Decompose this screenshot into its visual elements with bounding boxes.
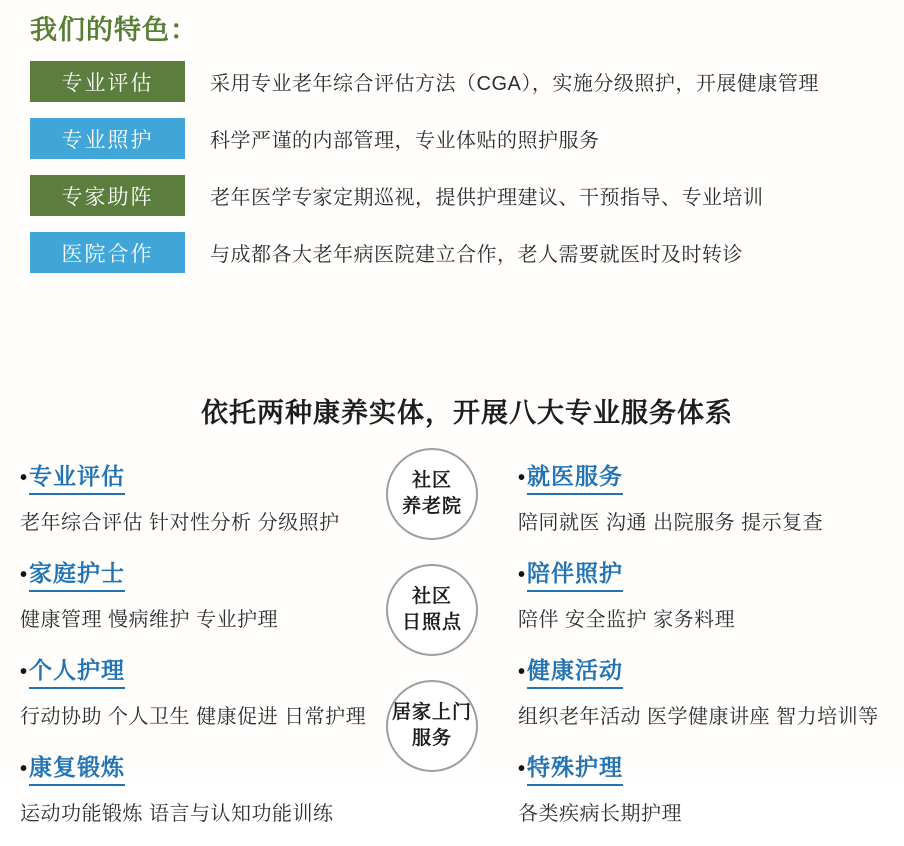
service-title: 就医服务 xyxy=(527,458,623,495)
feature-row xyxy=(30,175,884,216)
feature-tag-expert-support: 专家助阵 xyxy=(30,175,185,216)
bullet-icon xyxy=(20,467,27,490)
service-title: 陪伴照护 xyxy=(527,555,623,592)
service-item-health-activities xyxy=(518,652,886,729)
services-title: 依托两种康养实体，开展八大专业服务体系 xyxy=(201,398,733,428)
service-title: 特殊护理 xyxy=(527,749,623,786)
service-item-heading xyxy=(518,652,886,689)
feature-row xyxy=(30,61,884,102)
service-item-heading xyxy=(20,555,372,592)
features-title: 我们的特色： xyxy=(30,15,198,45)
service-title: 个人护理 xyxy=(29,652,125,689)
bullet-icon xyxy=(518,758,525,781)
entity-community-daycare-point xyxy=(386,564,478,656)
services-section xyxy=(0,391,904,846)
feature-tag-professional-assessment: 专业评估 xyxy=(30,61,185,102)
service-item-assessment xyxy=(20,458,372,535)
service-title: 家庭护士 xyxy=(29,555,125,592)
service-item-special-nursing xyxy=(518,749,886,826)
service-item-heading xyxy=(518,555,886,592)
service-item-heading xyxy=(20,749,372,786)
features-section xyxy=(0,0,904,273)
service-item-companion-care xyxy=(518,555,886,632)
service-item-medical-visit xyxy=(518,458,886,535)
service-desc: 各类疾病长期护理 xyxy=(518,803,682,825)
service-item-heading xyxy=(518,749,886,786)
service-desc: 陪同就医 沟通 出院服务 提示复查 xyxy=(518,512,824,534)
bullet-icon xyxy=(20,564,27,587)
feature-desc: 采用专业老年综合评估方法（CGA），实施分级照护，开展健康管理 xyxy=(210,73,819,95)
feature-row xyxy=(30,118,884,159)
bullet-icon xyxy=(518,661,525,684)
feature-row xyxy=(30,232,884,273)
services-left-column xyxy=(20,456,372,846)
service-title: 康复锻炼 xyxy=(29,749,125,786)
service-item-rehab-exercise xyxy=(20,749,372,826)
service-desc: 陪伴 安全监护 家务料理 xyxy=(518,609,736,631)
service-desc: 行动协助 个人卫生 健康促进 日常护理 xyxy=(20,706,367,728)
entity-community-nursing-home xyxy=(386,448,478,540)
feature-desc: 科学严谨的内部管理，专业体贴的照护服务 xyxy=(210,130,600,152)
entity-line: 养老院 xyxy=(401,496,462,517)
feature-desc: 老年医学专家定期巡视，提供护理建议、干预指导、专业培训 xyxy=(210,187,764,209)
service-desc: 运动功能锻炼 语言与认知功能训练 xyxy=(20,803,334,825)
service-item-heading xyxy=(518,458,886,495)
services-body xyxy=(0,456,904,846)
care-entities-column xyxy=(372,448,492,846)
bullet-icon xyxy=(518,564,525,587)
service-title: 健康活动 xyxy=(527,652,623,689)
service-desc: 健康管理 慢病维护 专业护理 xyxy=(20,609,279,631)
entity-line: 日照点 xyxy=(401,612,462,633)
feature-desc: 与成都各大老年病医院建立合作，老人需要就医时及时转诊 xyxy=(210,244,743,266)
bullet-icon xyxy=(518,467,525,490)
feature-tag-hospital-cooperation: 医院合作 xyxy=(30,232,185,273)
bullet-icon xyxy=(20,758,27,781)
entity-line: 居家上门 xyxy=(391,702,472,724)
feature-tag-professional-care: 专业照护 xyxy=(30,118,185,159)
services-right-column xyxy=(492,456,886,846)
bullet-icon xyxy=(20,661,27,684)
service-item-heading xyxy=(20,652,372,689)
service-item-personal-care xyxy=(20,652,372,729)
service-desc: 组织老年活动 医学健康讲座 智力培训等 xyxy=(518,706,879,728)
entity-home-visit-service xyxy=(386,680,478,772)
service-item-heading xyxy=(20,458,372,495)
service-desc: 老年综合评估 针对性分析 分级照护 xyxy=(20,512,340,534)
entity-line: 社区 xyxy=(411,470,452,492)
service-item-family-nurse xyxy=(20,555,372,632)
entity-line: 服务 xyxy=(411,728,452,749)
service-title: 专业评估 xyxy=(29,458,125,495)
entity-line: 社区 xyxy=(411,586,452,608)
